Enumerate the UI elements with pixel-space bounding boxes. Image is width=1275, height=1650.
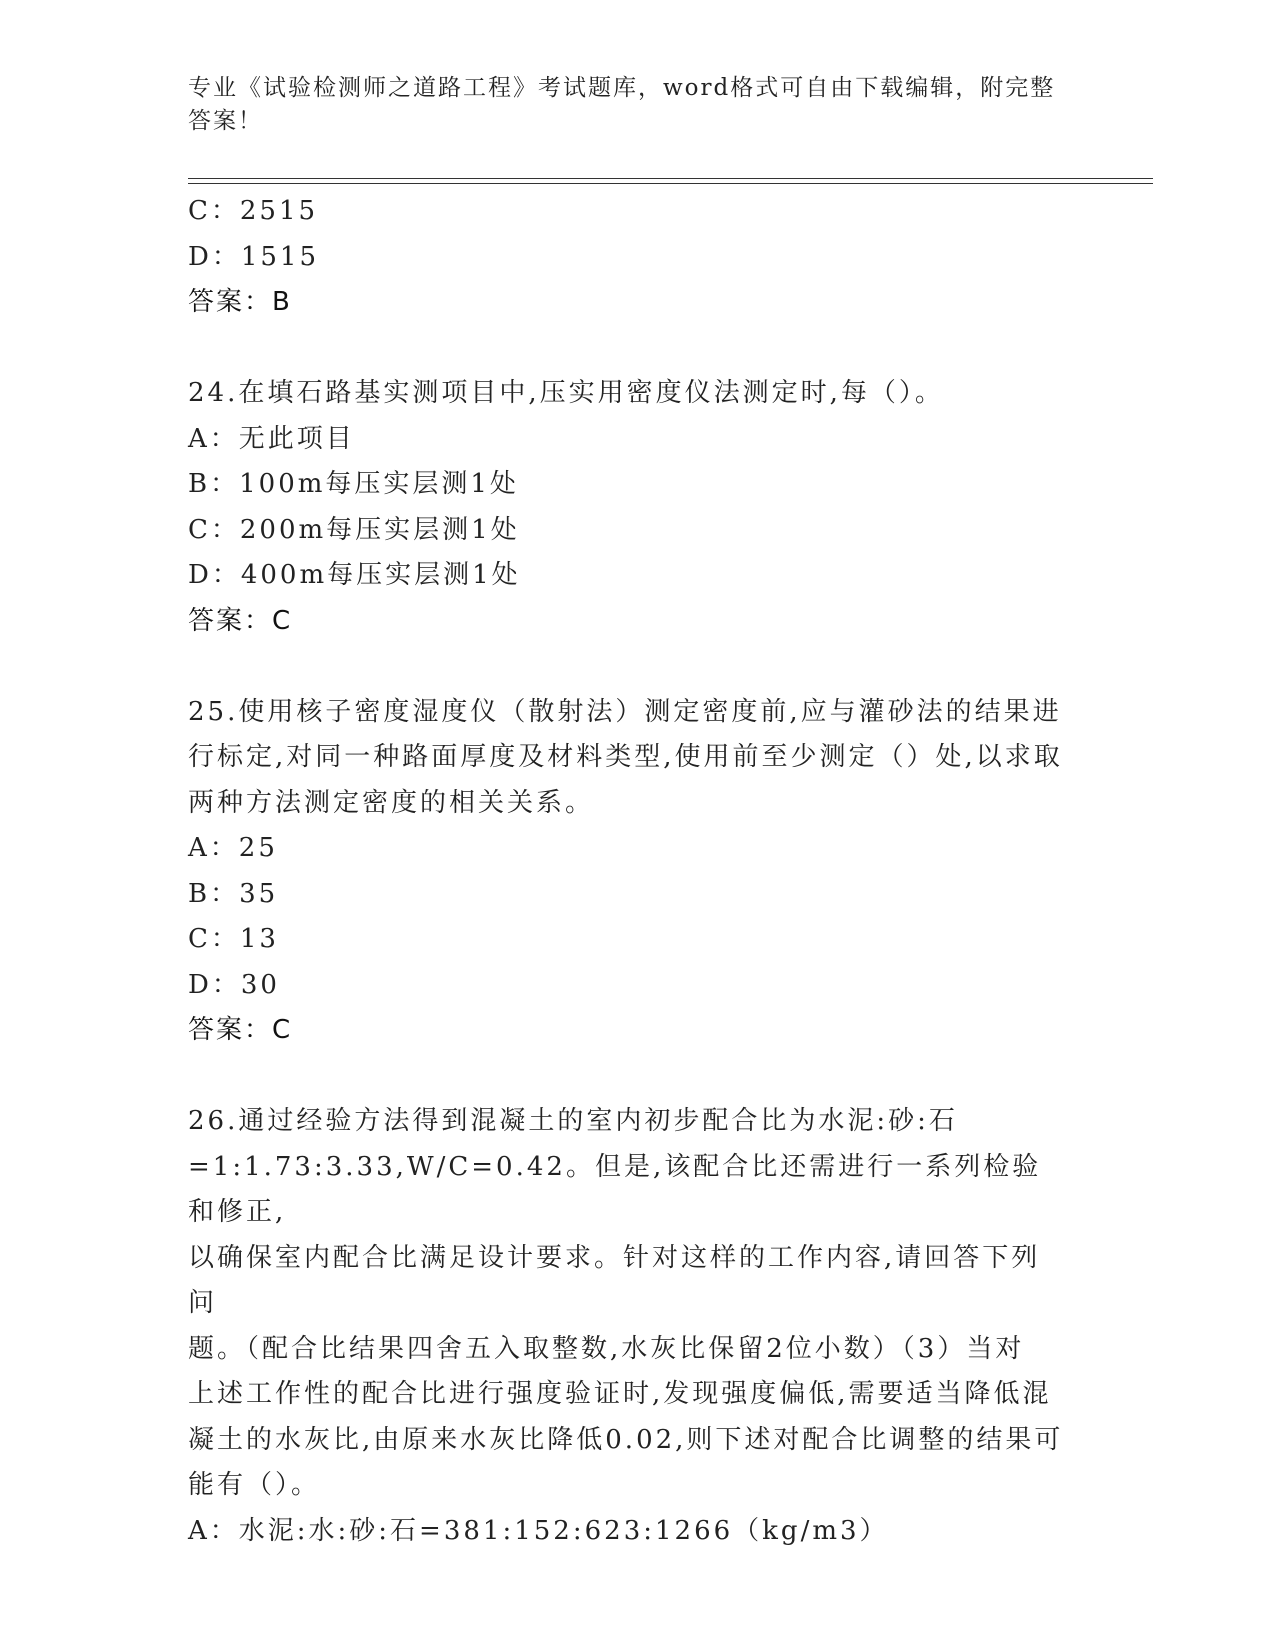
question-text-line: =1:1.73:3.33,W/C=0.42。但是,该配合比还需进行一系列检验和修正, [188, 1151, 1042, 1227]
spacer [188, 326, 1068, 372]
question-25-block [188, 690, 1068, 1054]
option-c: C：200m每压实层测1处 [188, 514, 520, 545]
option-c: C：13 [188, 924, 279, 954]
option-a: A：25 [188, 833, 278, 863]
answer-line: 答案：C [188, 605, 293, 636]
header-rule-bottom [188, 183, 1153, 184]
option-a: A：水泥:水:砂:石=381:152:623:1266（kg/m3） [188, 1515, 889, 1546]
document-header: 专业《试验检测师之道路工程》考试题库，word格式可自由下载编辑，附完整答案！ [188, 75, 1056, 134]
option-d: D：1515 [188, 241, 320, 272]
question-text-line: 26.通过经验方法得到混凝土的室内初步配合比为水泥:砂:石 [188, 1106, 958, 1136]
header-rule-top [188, 178, 1153, 179]
question-23-block [188, 189, 1068, 326]
option-d: D：30 [188, 969, 280, 1000]
question-text: 24.在填石路基实测项目中,压实用密度仪法测定时,每（）。 [188, 378, 944, 408]
question-text-line: 凝土的水灰比,由原来水灰比降低0.02,则下述对配合比调整的结果可 [188, 1424, 1064, 1455]
option-a: A：无此项目 [188, 423, 355, 454]
question-text-line: 上述工作性的配合比进行强度验证时,发现强度偏低,需要适当降低混 [188, 1379, 1052, 1409]
question-26-block [188, 1099, 1068, 1554]
spacer [188, 644, 1068, 690]
question-text-line: 能有（）。 [188, 1470, 321, 1500]
answer-line: 答案：C [188, 1015, 293, 1045]
question-content [188, 189, 1068, 1554]
option-d: D：400m每压实层测1处 [188, 560, 521, 590]
question-text-line: 25.使用核子密度湿度仪（散射法）测定密度前,应与灌砂法的结果进 [188, 696, 1062, 727]
question-text-line: 两种方法测定密度的相关关系。 [188, 787, 595, 818]
answer-line: 答案：B [188, 287, 292, 317]
option-b: B：100m每压实层测1处 [188, 469, 519, 499]
question-text-line: 题。（配合比结果四舍五入取整数,水灰比保留2位小数）（3）当对 [188, 1333, 1025, 1364]
option-b: B：35 [188, 878, 279, 909]
question-text-line: 以确保室内配合比满足设计要求。针对这样的工作内容,请回答下列问 [188, 1242, 1041, 1318]
spacer [188, 1054, 1068, 1100]
option-c: C：2515 [188, 196, 319, 226]
question-24-block [188, 371, 1068, 644]
question-text-line: 行标定,对同一种路面厚度及材料类型,使用前至少测定（）处,以求取 [188, 742, 1063, 772]
